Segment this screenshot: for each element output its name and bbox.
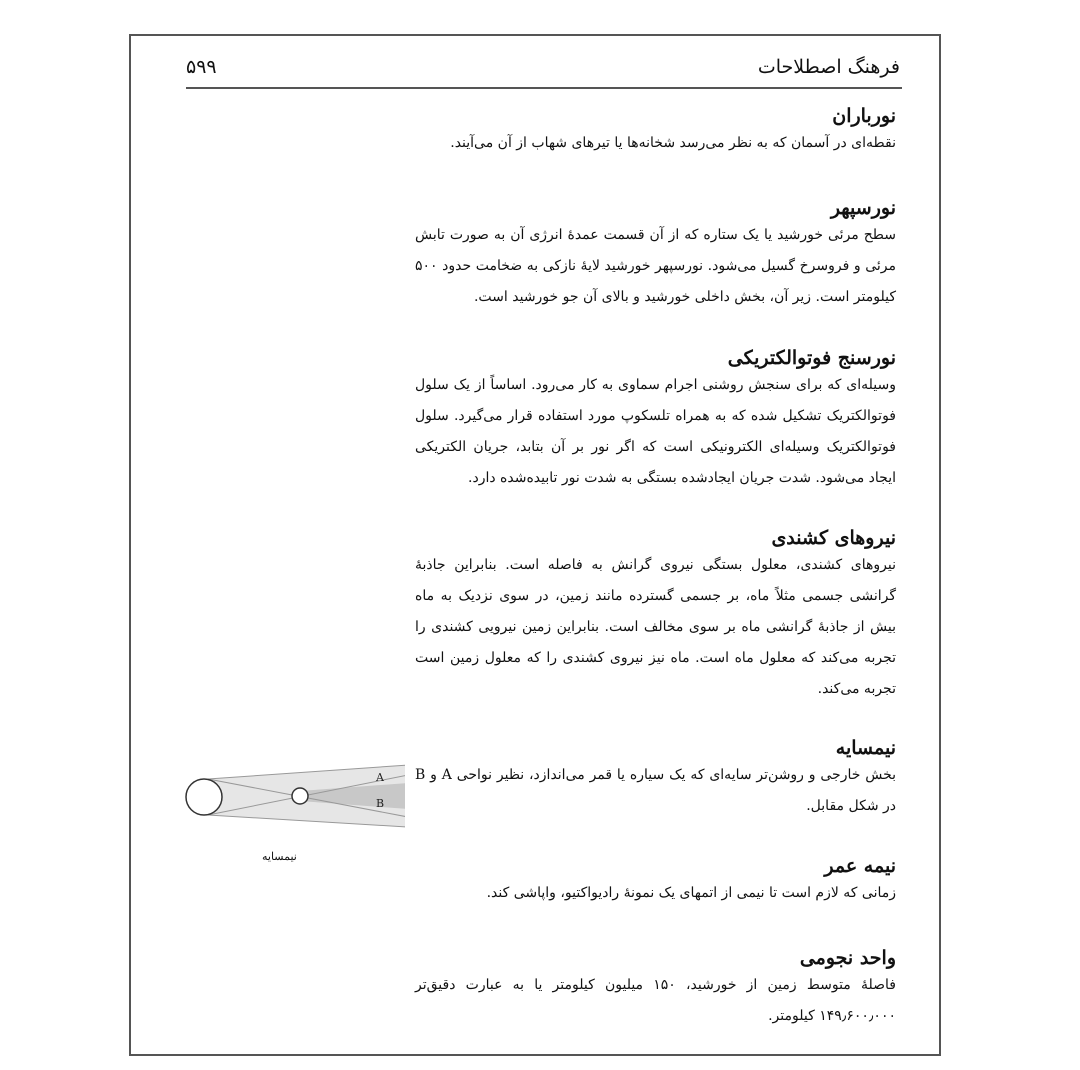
glossary-entry xyxy=(415,346,896,494)
penumbra-diagram xyxy=(180,755,405,840)
entry-term: نورسنج فوتوالکتریکی xyxy=(727,347,896,369)
label-b: B xyxy=(376,797,385,810)
figure-caption: نیمسایه xyxy=(262,850,297,863)
glossary-entry xyxy=(415,854,896,909)
page-number: ۵۹۹ xyxy=(186,56,217,78)
entry-definition: وسیله‌ای که برای سنجش روشنی اجرام سماوی به کار می‌رود. اساساً از یک سلول فوتوالکتریک تشکیل شده که به همراه تلسکوپ مورد استفاده قرار می‌گیرد. سلول فوتوالکتریک وسیله‌ای الکترونیکی است که اگر نور بر آن بتابد، جریان الکتریکی ایجاد می‌شود. شدت جریان ایجادشده بستگی به شدت نور تابیده‌شده دارد. xyxy=(415,377,896,486)
glossary-entry xyxy=(415,104,896,159)
entry-definition: فاصلهٔ متوسط زمین از خورشید، ۱۵۰ میلیون کیلومتر یا به عبارت دقیق‌تر ۱۴۹٫۶۰۰٫۰۰۰ کیلومتر. xyxy=(415,977,896,1024)
entry-definition: زمانی که لازم است تا نیمی از اتمهای یک نمونهٔ رادیواکتیو، واپاشی کند. xyxy=(486,885,896,901)
entry-term: نورسپهر xyxy=(830,197,896,219)
entry-term: نورباران xyxy=(832,105,896,127)
glossary-entry xyxy=(415,526,896,705)
glossary-entry xyxy=(415,196,896,313)
planet-circle xyxy=(292,788,308,804)
entry-term: واحد نجومی xyxy=(799,947,896,969)
running-header-title: فرهنگ اصطلاحات xyxy=(757,56,900,78)
glossary-entry xyxy=(415,946,896,1032)
label-a: A xyxy=(376,771,384,784)
entry-term: نیروهای کشندی xyxy=(771,527,896,549)
sun-circle xyxy=(186,779,222,815)
entry-term: نیمسایه xyxy=(835,737,896,759)
entry-definition: نقطه‌ای در آسمان که به نظر می‌رسد شخانه‌ها یا تیرهای شهاب از آن می‌آیند. xyxy=(450,135,896,151)
entry-term: نیمه عمر xyxy=(824,855,896,877)
glossary-entry xyxy=(415,736,896,822)
entry-definition: بخش خارجی و روشن‌تر سایه‌ای که یک سیاره یا قمر می‌اندازد، نظیر نواحی A و B در شکل مقابل. xyxy=(415,767,896,814)
entry-definition: سطح مرئی خورشید یا یک ستاره که از آن قسمت عمدهٔ انرژی آن به صورت تابش مرئی و فروسرخ گسیل می‌شود. نورسپهر خورشید لایهٔ نازکی به ضخامت حدود ۵۰۰ کیلومتر است. زیر آن، بخش داخلی خورشید و بالای آن جو خورشید است. xyxy=(415,227,896,305)
entry-definition: نیروهای کشندی، معلول بستگی نیروی گرانش به فاصله است. بنابراین جاذبهٔ گرانشی جسمی مثلاً ماه، بر جسمی گسترده مانند زمین، در سوی نزدیک به ماه بیش از جاذبهٔ گرانشی ماه بر سوی مخالف است. بنابراین زمین نیرویی کشندی را تجربه می‌کند که معلول ماه است. ماه نیز نیروی کشندی را که معلول زمین است تجربه می‌کند. xyxy=(415,557,896,697)
header-rule xyxy=(186,87,902,89)
